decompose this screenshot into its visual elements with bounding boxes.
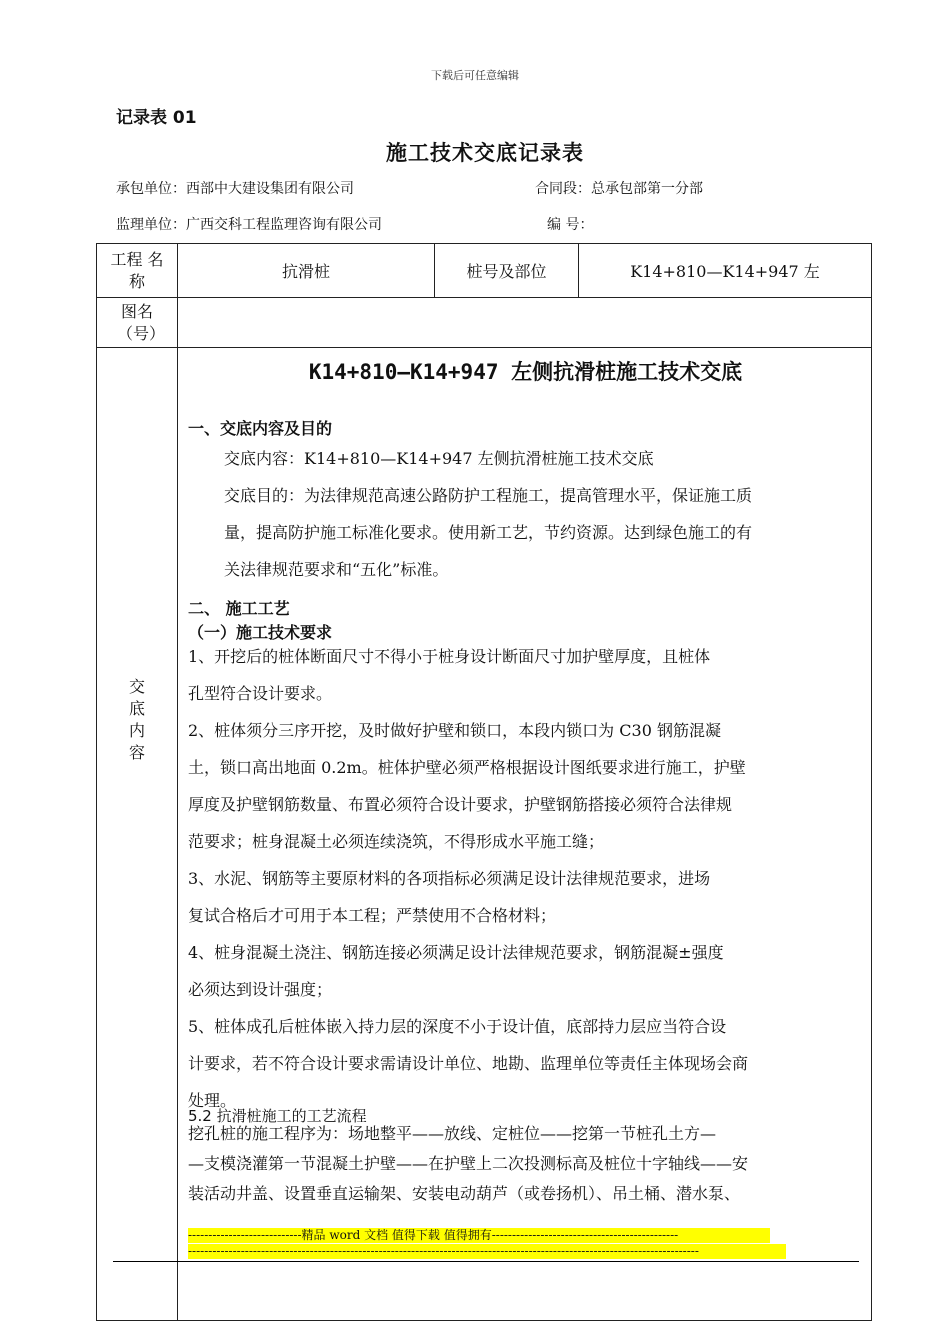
content-label: 交底内容 (128, 677, 145, 762)
list-item: 孔型符合设计要求。 (188, 684, 333, 703)
header-note: 下载后可任意编辑 (431, 69, 519, 82)
form-id: 记录表 01 (116, 108, 197, 128)
section1-line: 量，提高防护施工标准化要求。使用新工艺，节约资源。达到绿色施工的有 (224, 523, 753, 542)
drawing-value (178, 298, 872, 348)
section1-line: 交底目的：为法律规范高速公路防护工程施工，提高管理水平，保证施工质 (224, 486, 753, 505)
record-table (96, 243, 872, 1321)
section2-heading: 二、 施工工艺 (188, 599, 290, 618)
footer-banner: ----------------------------精品 word 文档 值得下载 值得拥有---------------------------------------------- (188, 1228, 770, 1243)
subsection2-heading: 5.2 抗滑桩施工的工艺流程 (188, 1107, 367, 1125)
list-item: 1、开挖后的桩体断面尺寸不得小于桩身设计断面尺寸加护壁厚度，且桩体 (188, 647, 711, 666)
table-row (97, 244, 872, 298)
list-item: 2、桩体须分三序开挖，及时做好护壁和锁口，本段内锁口为 C30 钢筋混凝 (188, 721, 721, 740)
list-item: 范要求；桩身混凝土必须连续浇筑，不得形成水平施工缝； (188, 832, 605, 851)
section1-line: 关法律规范要求和“五化”标准。 (224, 560, 449, 579)
list-item: 厚度及护壁钢筋数量、布置必须符合设计要求，护壁钢筋搭接必须符合法律规 (188, 795, 733, 814)
section1-line: 交底内容：K14+810—K14+947 左侧抗滑桩施工技术交底 (224, 449, 654, 468)
footer-dashes: ------------------------------------------------------------------------------------------------------------------------------ (188, 1244, 786, 1259)
content-cell (178, 348, 872, 1321)
number-label: 编 号： (547, 217, 594, 233)
list-item: 处理。 (188, 1091, 237, 1110)
content-label-cell (97, 348, 178, 1321)
section1-heading: 一、交底内容及目的 (188, 419, 333, 438)
content-area (178, 348, 871, 1320)
flow-paragraph (188, 1119, 868, 1209)
table-row (97, 298, 872, 348)
list-item: 计要求，若不符合设计要求需请设计单位、地勘、监理单位等责任主体现场会商 (188, 1054, 749, 1073)
content-title: K14+810—K14+947 左侧抗滑桩施工技术交底 (308, 360, 743, 384)
drawing-label: 图名（号） (117, 301, 166, 343)
flow-line: 装活动井盖、设置垂直运输架、安装电动葫芦（或卷扬机）、吊土桶、潜水泵、 (188, 1184, 741, 1203)
section1-paragraph (224, 440, 864, 588)
list-item: 3、水泥、钢筋等主要原材料的各项指标必须满足设计法律规范要求，进场 (188, 869, 711, 888)
project-name-label-cell (97, 244, 178, 298)
contract-section-label: 合同段：总承包部第一分部 (535, 181, 703, 197)
table-row (97, 348, 872, 1321)
pile-position-label: 桩号及部位 (435, 244, 579, 298)
flow-line: 挖孔桩的施工程序为：场地整平——放线、定桩位——挖第一节桩孔土方— (188, 1124, 717, 1143)
flow-line: —支模浇灌第一节混凝土护壁——在护壁上二次投测标高及桩位十字轴线——安 (188, 1154, 749, 1173)
footer-rule (113, 1261, 859, 1262)
list-item: 5、桩体成孔后桩体嵌入持力层的深度不小于设计值，底部持力层应当符合设 (188, 1017, 727, 1036)
project-name-label: 工程 名称 (110, 249, 164, 291)
project-name-value: 抗滑桩 (178, 244, 435, 298)
list-item: 复试合格后才可用于本工程；严禁使用不合格材料； (188, 906, 557, 925)
list-item: 4、桩身混凝土浇注、钢筋连接必须满足设计法律规范要求，钢筋混凝±强度 (188, 943, 724, 962)
list-item: 必须达到设计强度； (188, 980, 333, 999)
supervisor-label: 监理单位：广西交科工程监理咨询有限公司 (116, 217, 382, 233)
drawing-label-cell (97, 298, 178, 348)
page-title: 施工技术交底记录表 (386, 141, 584, 165)
list-item: 土，锁口高出地面 0.2m。桩体护壁必须严格根据设计图纸要求进行施工，护壁 (188, 758, 746, 777)
contractor-label: 承包单位：西部中大建设集团有限公司 (116, 181, 354, 197)
requirements-list (188, 638, 868, 1119)
subsection1-heading: （一）施工技术要求 (188, 623, 333, 642)
pile-position-value: K14+810—K14+947 左 (579, 244, 872, 298)
